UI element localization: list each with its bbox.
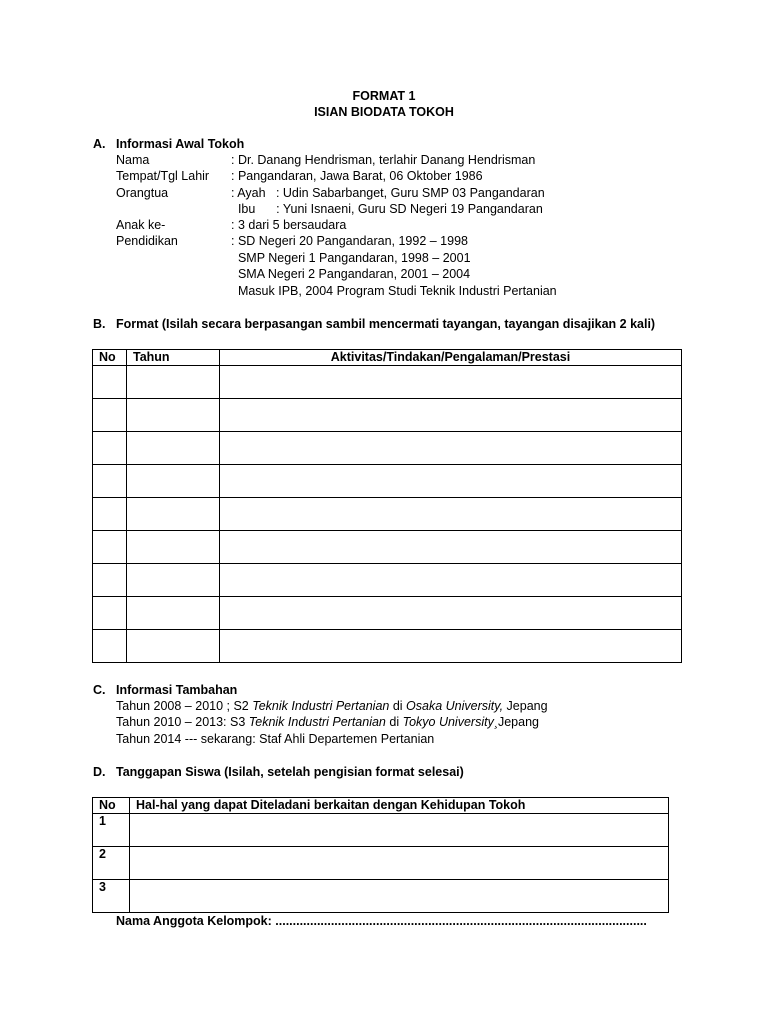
info-line-1 (116, 698, 548, 714)
group-members-line: Nama Anggota Kelompok: ........................................................................................................... (116, 914, 647, 928)
column-header-no: No (93, 350, 127, 366)
activity-cell-no[interactable] (93, 399, 127, 432)
response-table-header (93, 798, 669, 814)
activity-cell-no[interactable] (93, 531, 127, 564)
activity-cell-tahun[interactable] (127, 465, 220, 498)
response-cell[interactable] (130, 814, 669, 847)
info-line-1-country: Jepang (503, 699, 548, 713)
activity-cell-tahun[interactable] (127, 531, 220, 564)
activity-cell-no[interactable] (93, 432, 127, 465)
activity-cell-no[interactable] (93, 465, 127, 498)
value-pendidikan-ipb: Masuk IPB, 2004 Program Studi Teknik Industri Pertanian (231, 284, 557, 298)
activity-cell-no[interactable] (93, 564, 127, 597)
activity-cell-aktivitas[interactable] (220, 399, 682, 432)
value-pendidikan-sd: : SD Negeri 20 Pangandaran, 1992 – 1998 (231, 234, 468, 248)
table-row (93, 465, 682, 498)
info-line-2-university: Tokyo University¸ (402, 715, 498, 729)
section-c-letter: C. (93, 683, 106, 697)
info-line-2-di: di (385, 715, 403, 729)
value-nama: : Dr. Danang Hendrisman, terlahir Danang Hendrisman (231, 153, 536, 167)
activity-cell-aktivitas[interactable] (220, 498, 682, 531)
value-pendidikan-sma: SMA Negeri 2 Pangandaran, 2001 – 2004 (231, 267, 471, 281)
info-line-1-text: Tahun 2008 – 2010 ; S2 (116, 699, 253, 713)
document-title: ISIAN BIODATA TOKOH (314, 105, 454, 119)
section-a-letter: A. (93, 137, 106, 151)
activity-cell-aktivitas[interactable] (220, 597, 682, 630)
info-line-2-country: Jepang (497, 715, 539, 729)
value-pendidikan-smp: SMP Negeri 1 Pangandaran, 1998 – 2001 (231, 251, 471, 265)
label-ttl: Tempat/Tgl Lahir (116, 169, 210, 183)
activity-cell-no[interactable] (93, 498, 127, 531)
activity-table (92, 349, 682, 663)
format-title: FORMAT 1 (352, 89, 416, 103)
table-row (93, 564, 682, 597)
activity-cell-no[interactable] (93, 366, 127, 399)
section-d-heading: Tanggapan Siswa (Isilah, setelah pengisian format selesai) (116, 765, 464, 779)
table-row (93, 814, 669, 847)
table-row (93, 531, 682, 564)
activity-cell-tahun[interactable] (127, 432, 220, 465)
activity-cell-aktivitas[interactable] (220, 531, 682, 564)
column-header-tahun: Tahun (127, 350, 220, 366)
activity-cell-tahun[interactable] (127, 498, 220, 531)
response-header-no: No (93, 798, 130, 814)
info-line-2-program: Teknik Industri Pertanian (248, 715, 386, 729)
table-row (93, 399, 682, 432)
info-line-1-di: di (389, 699, 407, 713)
column-header-aktivitas: Aktivitas/Tindakan/Pengalaman/Prestasi (220, 350, 682, 366)
table-row (93, 847, 669, 880)
info-line-2-text: Tahun 2010 – 2013: S3 (116, 715, 249, 729)
value-ayah: : Ayah : Udin Sabarbanget, Guru SMP 03 Pangandaran (231, 186, 545, 200)
activity-cell-tahun[interactable] (127, 630, 220, 663)
response-cell[interactable] (130, 847, 669, 880)
activity-cell-tahun[interactable] (127, 399, 220, 432)
table-row (93, 432, 682, 465)
activity-cell-tahun[interactable] (127, 564, 220, 597)
response-cell[interactable] (130, 880, 669, 913)
table-row (93, 880, 669, 913)
section-d-letter: D. (93, 765, 106, 779)
response-row-number: 1 (93, 814, 130, 847)
label-nama: Nama (116, 153, 150, 167)
activity-cell-aktivitas[interactable] (220, 630, 682, 663)
section-a-heading: Informasi Awal Tokoh (116, 137, 245, 151)
section-c-heading: Informasi Tambahan (116, 683, 238, 697)
table-row (93, 597, 682, 630)
response-row-number: 2 (93, 847, 130, 880)
label-anak-ke: Anak ke- (116, 218, 166, 232)
activity-table-header (93, 350, 682, 366)
info-line-3: Tahun 2014 --- sekarang: Staf Ahli Departemen Pertanian (116, 732, 435, 746)
section-b-letter: B. (93, 317, 106, 331)
info-line-2 (116, 714, 539, 730)
info-line-1-program: Teknik Industri Pertanian (252, 699, 390, 713)
table-row (93, 498, 682, 531)
table-row (93, 366, 682, 399)
value-anak-ke: : 3 dari 5 bersaudara (231, 218, 347, 232)
activity-cell-aktivitas[interactable] (220, 432, 682, 465)
section-b-heading: Format (Isilah secara berpasangan sambil mencermati tayangan, tayangan disajikan 2 kali) (116, 317, 656, 331)
activity-cell-aktivitas[interactable] (220, 366, 682, 399)
label-orangtua: Orangtua (116, 186, 169, 200)
activity-cell-tahun[interactable] (127, 597, 220, 630)
response-header-hal: Hal-hal yang dapat Diteladani berkaitan dengan Kehidupan Tokoh (130, 798, 669, 814)
value-ibu: Ibu : Yuni Isnaeni, Guru SD Negeri 19 Pangandaran (231, 202, 543, 216)
table-row (93, 630, 682, 663)
response-row-number: 3 (93, 880, 130, 913)
activity-cell-aktivitas[interactable] (220, 564, 682, 597)
value-ttl: : Pangandaran, Jawa Barat, 06 Oktober 1986 (231, 169, 483, 183)
activity-cell-no[interactable] (93, 630, 127, 663)
response-table (92, 797, 669, 913)
activity-cell-aktivitas[interactable] (220, 465, 682, 498)
label-pendidikan: Pendidikan (116, 234, 178, 248)
activity-cell-tahun[interactable] (127, 366, 220, 399)
activity-cell-no[interactable] (93, 597, 127, 630)
info-line-1-university: Osaka University, (406, 699, 504, 713)
